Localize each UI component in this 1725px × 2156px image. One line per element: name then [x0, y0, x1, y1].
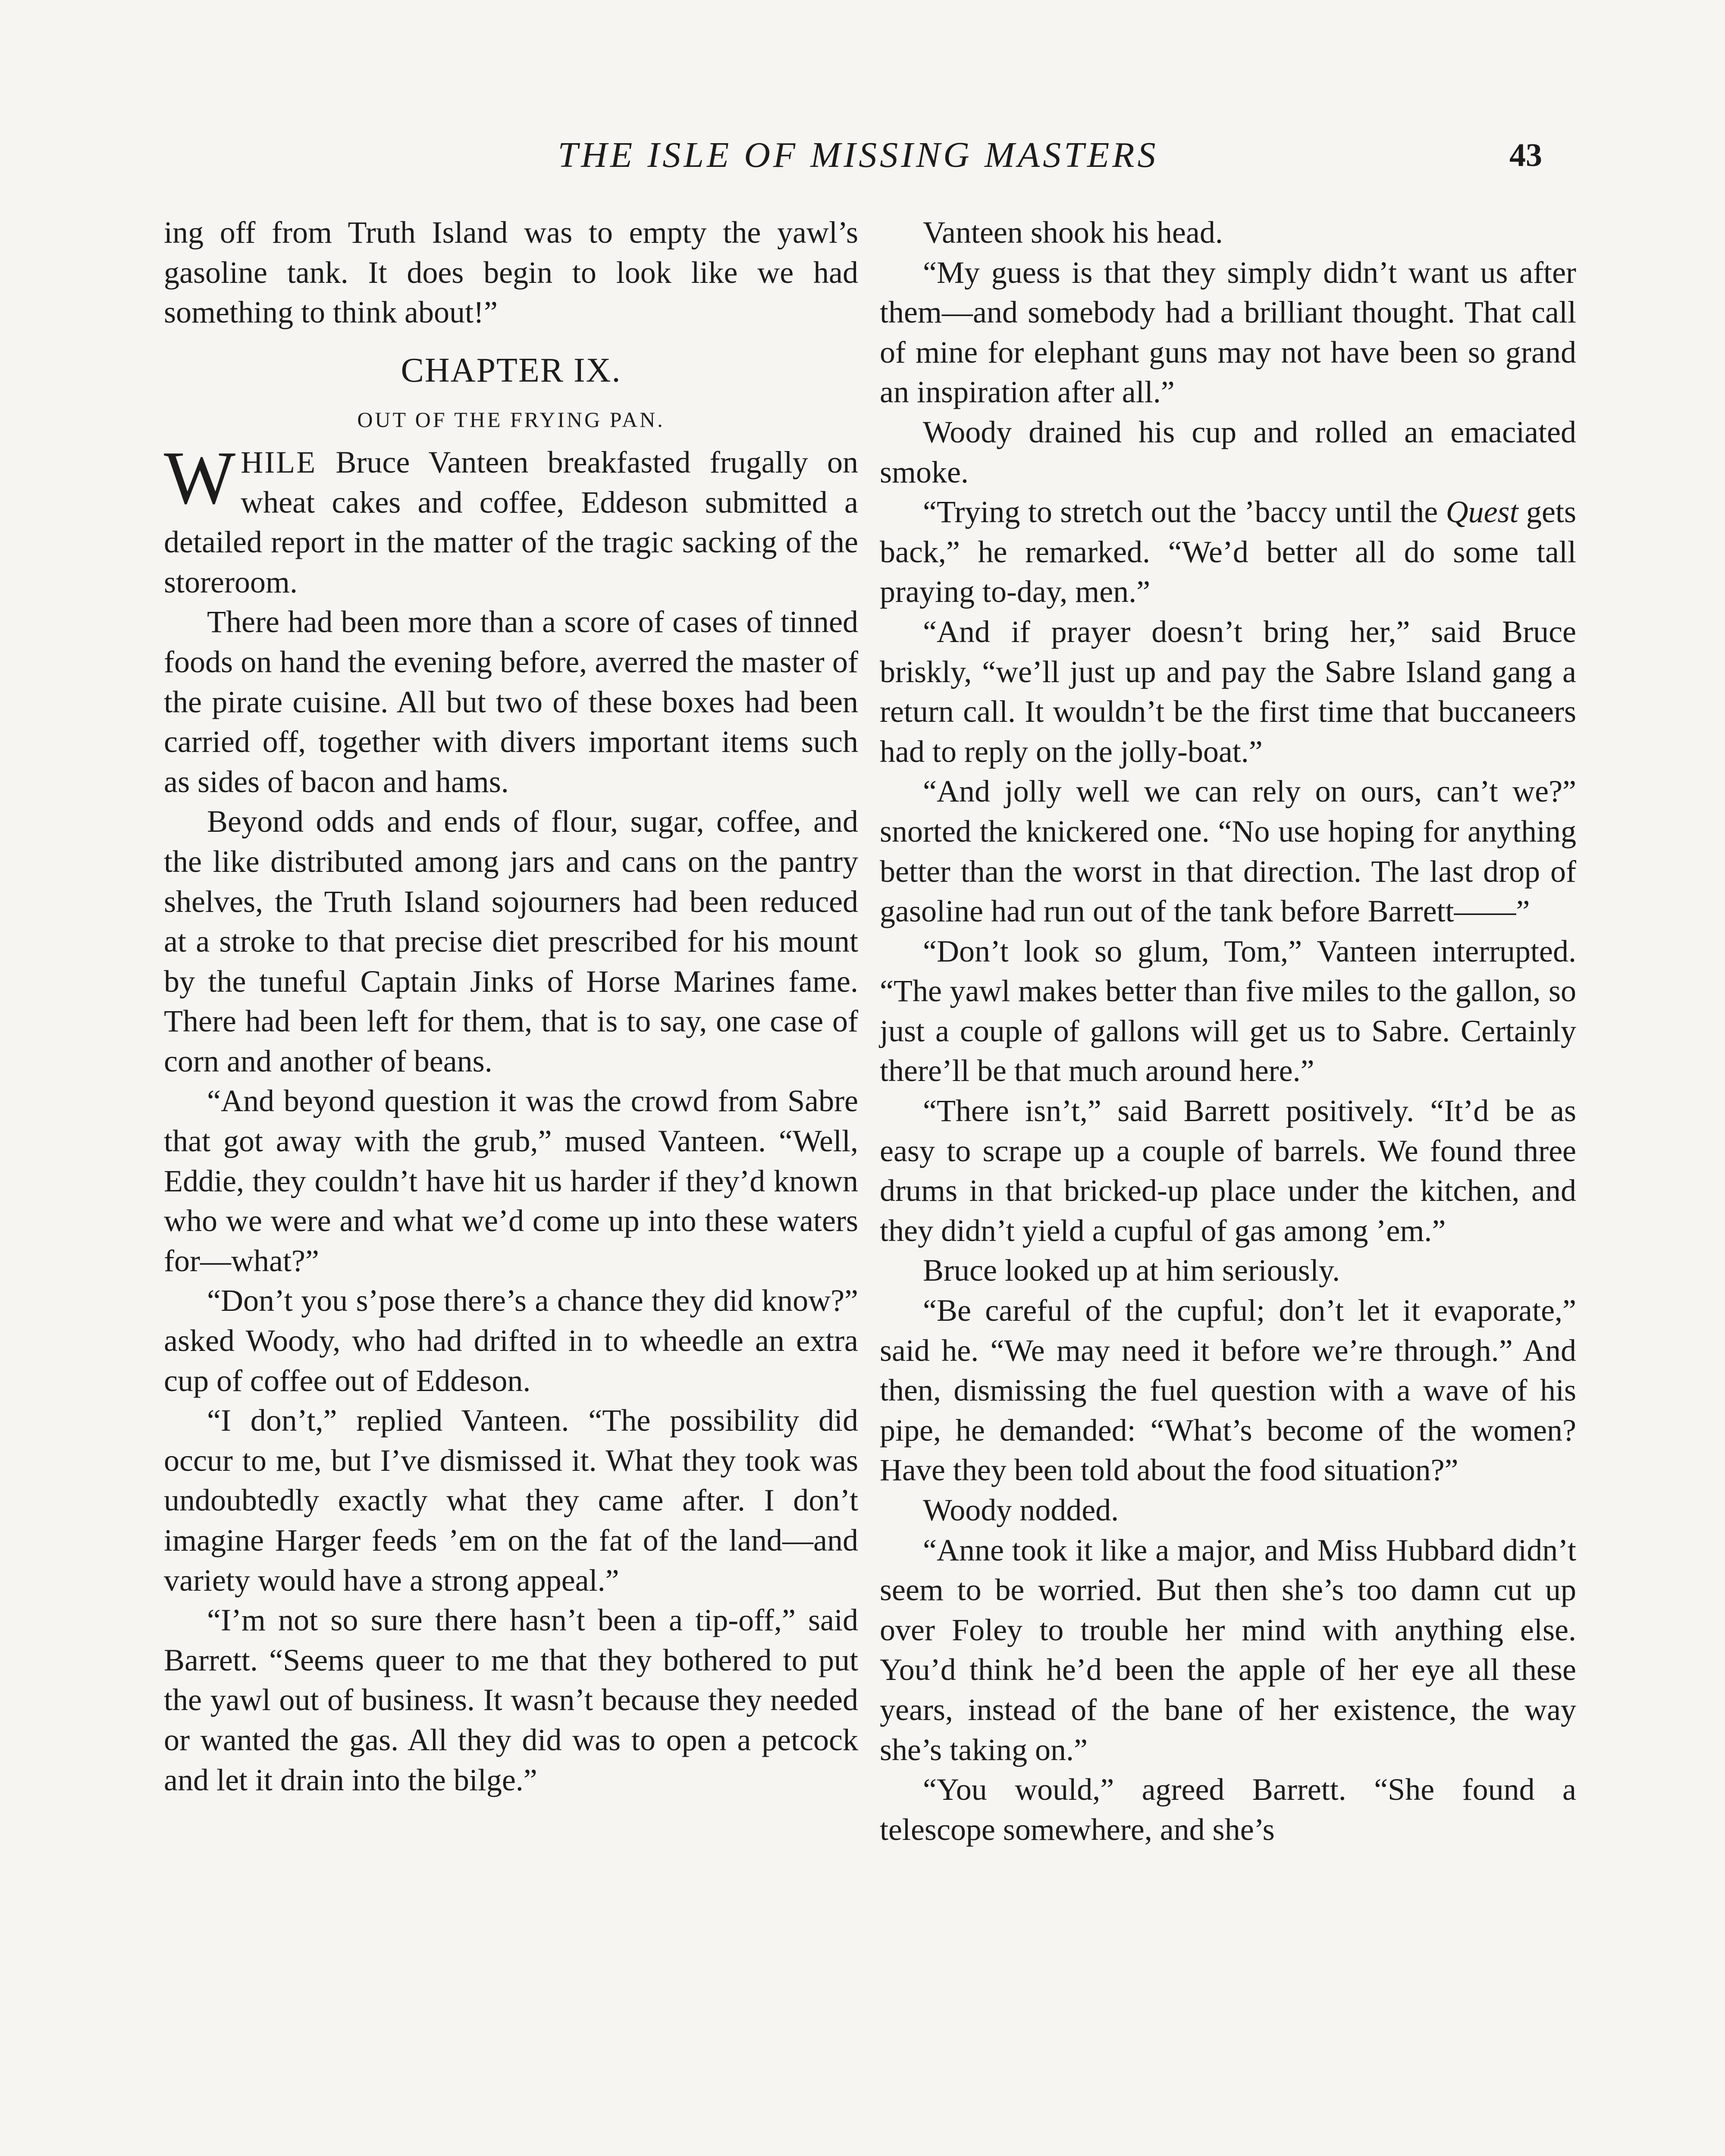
paragraph: “My guess is that they simply didn’t want us after them—and somebody had a brilliant thought. That call of mine for elephant guns may not have been so grand an inspiration after all.”: [880, 255, 1576, 410]
paragraph: “And beyond question it was the crowd from Sabre that got away with the grub,” mused Vanteen. “Well, Eddie, they couldn’t have hit us harder if they’d known who we were and what we’d come up into these waters for—what?”: [164, 1084, 858, 1278]
opening-lead-word: HILE: [241, 445, 317, 479]
ship-name: Quest: [1446, 495, 1518, 530]
paragraph: Beyond odds and ends of flour, sugar, coffee, and the like distributed among jars and cans on the pantry shelves, the Truth Island sojourners had been reduced at a stroke to that precise diet prescribed for his mount by the tuneful Captain Jinks of Horse Marines fame. There had been left for them, that is to say, one case of corn and another of beans.: [164, 804, 858, 1078]
chapter-title: CHAPTER IX.: [401, 351, 621, 389]
paragraph: “And jolly well we can rely on ours, can’t we?” snorted the knickered one. “No use hoping for anything better than the worst in that direction. The last drop of gasoline had run out of the tank before Barrett——”: [880, 774, 1576, 929]
paragraph: ing off from Truth Island was to empty the yawl’s gasoline tank. It does begin to look like we had something to think about!”: [164, 215, 858, 330]
left-column: [164, 213, 858, 1800]
opening-paragraph: [164, 436, 858, 602]
paragraph: “You would,” agreed Barrett. “She found a telescope somewhere, and she’s: [880, 1772, 1576, 1847]
paragraph: [880, 492, 1576, 612]
paragraph: Bruce looked up at him seriously.: [923, 1253, 1340, 1288]
drop-cap: W: [164, 436, 236, 520]
paragraph: “There isn’t,” said Barrett positively. “It’d be as easy to scrape up a couple of barrels. We found three drums in that bricked-up place under the kitchen, and they didn’t yield a cupful of gas among ’em.”: [880, 1094, 1576, 1248]
right-column: [880, 213, 1576, 1849]
paragraph: “I don’t,” replied Vanteen. “The possibility did occur to me, but I’ve dismissed it. What they took was undoubtedly exactly what they came after. I don’t imagine Harger feeds ’em on the fat of the land—and variety would have a strong appeal.”: [164, 1403, 858, 1598]
paragraph: Vanteen shook his head.: [923, 215, 1223, 250]
chapter-subtitle: OUT OF THE FRYING PAN.: [357, 407, 665, 432]
paragraph: “Anne took it like a major, and Miss Hubbard didn’t seem to be worried. But then she’s too damn cut up over Foley to trouble her mind with anything else. You’d think he’d been the apple of her eye all these years, instead of the bane of her existence, the way she’s taking on.”: [880, 1532, 1576, 1767]
paragraph-text: gets back,” he remarked. “We’d better all do some tall praying to-day, men.”: [880, 495, 1576, 609]
paragraph-text: “Trying to stretch out the ’baccy until the: [923, 495, 1446, 530]
paragraph: “Be careful of the cupful; don’t let it evaporate,” said he. “We may need it before we’re through.” And then, dismissing the fuel question with a wave of his pipe, he demanded: “What’s become of the women? Have they been told about the food situation?”: [880, 1293, 1576, 1488]
paragraph: “Don’t you s’pose there’s a chance they did know?” asked Woody, who had drifted in to wheedle an extra cup of coffee out of Eddeson.: [164, 1283, 858, 1398]
page-number: 43: [1509, 137, 1542, 173]
paragraph: Woody nodded.: [923, 1493, 1119, 1527]
paragraph: There had been more than a score of cases of tinned foods on hand the evening before, averred the master of the pirate cuisine. All but two of these boxes had been carried off, together with divers important items such as sides of bacon and hams.: [164, 605, 858, 799]
running-head: THE ISLE OF MISSING MASTERS: [558, 135, 1159, 175]
opening-text: Bruce Vanteen breakfasted frugally on wheat cakes and coffee, Eddeson submitted a detailed report in the matter of the tragic sacking of the storeroom.: [164, 445, 858, 599]
paragraph: “I’m not so sure there hasn’t been a tip-off,” said Barrett. “Seems queer to me that they bothered to put the yawl out of business. It wasn’t because they needed or wanted the gas. All they did was to open a petcock and let it drain into the bilge.”: [164, 1603, 858, 1797]
paragraph: Woody drained his cup and rolled an emaciated smoke.: [880, 414, 1576, 489]
paragraph: “And if prayer doesn’t bring her,” said Bruce briskly, “we’ll just up and pay the Sabre Island gang a return call. It wouldn’t be the first time that buccaneers had to reply on the jolly-boat.”: [880, 614, 1576, 769]
paragraph: “Don’t look so glum, Tom,” Vanteen interrupted. “The yawl makes better than five miles to the gallon, so just a couple of gallons will get us to Sabre. Certainly there’ll be that much around here.”: [880, 934, 1576, 1088]
